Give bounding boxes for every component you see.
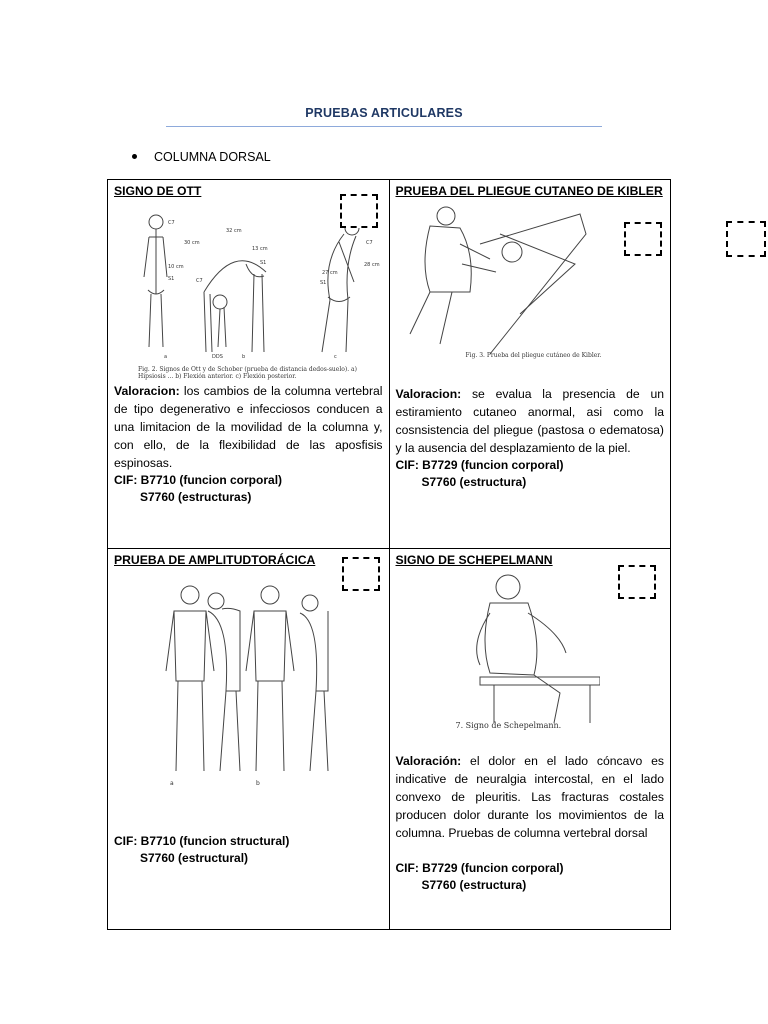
cell-heading: SIGNO DE OTT: [114, 184, 202, 198]
cif-codes: [114, 472, 383, 506]
checkbox-schepelmann[interactable]: [618, 565, 656, 599]
figure-caption: Fig. 2. Signos de Ott y de Schober (prueba de distancia dedos-suelo). a) Hipsiosis ... b) Flexión anterior. c) Flexión posterior.: [138, 366, 357, 380]
valoracion-label: Valoración:: [395, 754, 462, 768]
fig-label: 13 cm: [252, 246, 268, 252]
figure-caption: Fig. 3. Prueba del pliegue cutáneo de Kibler.: [465, 352, 602, 359]
cif-codes: [396, 457, 665, 491]
fig-label: S1: [168, 276, 175, 282]
bullet-item: [132, 150, 271, 164]
fig-label: C7: [168, 220, 175, 226]
figure-amplitud: [160, 581, 330, 791]
valoracion-text: [396, 385, 665, 457]
cif-line-1: CIF: B7729 (funcion corporal): [395, 861, 564, 875]
valoracion-text: [396, 752, 665, 842]
cell-amplitud-toracica: [108, 549, 390, 930]
checkbox-outside[interactable]: [726, 221, 766, 257]
fig-label: 10 cm: [168, 264, 184, 270]
cif-line-2: S7760 (estructura): [421, 878, 527, 892]
fig-label: S1: [260, 260, 267, 266]
tests-table: [107, 179, 671, 930]
valoracion-body: los cambios de la columna vertebral de tipo degenerativo e infecciosos conducen a una limitacion de la movilidad de la columna y, con ello, de la flexibilidad de las aposfisis espinosas.: [114, 384, 383, 470]
fig-label: 32 cm: [226, 228, 242, 234]
cif-codes: [114, 833, 383, 867]
fig-label: DDS: [212, 354, 223, 360]
cif-line-1: CIF: B7729 (funcion corporal): [395, 458, 564, 472]
cell-signo-ott: [108, 180, 390, 549]
valoracion-body: se evalua la presencia de un estiramiento cutaneo anormal, asi como la cosnsistencia del pliegue (pastosa o edematosa) y la ausencia del desplazamiento de la piel.: [395, 387, 664, 455]
fig-label: b: [242, 354, 246, 360]
fig-label: c: [334, 354, 337, 360]
cif-line-2: S7760 (estructura): [421, 475, 527, 489]
fig-label: a: [170, 780, 174, 787]
checkbox-ott[interactable]: [340, 194, 378, 228]
fig-label: b: [256, 780, 260, 787]
checkbox-kibler[interactable]: [624, 222, 662, 256]
figure-ott: [134, 202, 394, 380]
cell-kibler: [389, 180, 671, 549]
cell-heading: PRUEBA DE AMPLITUDTORÁCICA: [114, 553, 316, 567]
cell-schepelmann: [389, 549, 671, 930]
valoracion-text: [114, 382, 383, 472]
cif-line-1: CIF: B7710 (funcion corporal): [114, 473, 283, 487]
valoracion-body: el dolor en el lado cóncavo es indicative de neuralgia intercostal, en el lado convexo de pleuritis. Las fracturas costales producen dolor durante los movimientos de la columna. Pruebas de columna vertebral dorsal: [395, 754, 664, 840]
valoracion-label: Valoracion:: [114, 384, 180, 398]
cif-line-2: S7760 (estructural): [140, 851, 249, 865]
figure-kibler: [400, 204, 590, 354]
fig-label: 27 cm: [322, 270, 338, 276]
valoracion-label: Valoracion:: [395, 387, 462, 401]
cell-heading: PRUEBA DEL PLIEGUE CUTANEO DE KIBLER: [395, 184, 663, 198]
fig-label: C7: [366, 240, 373, 246]
cif-line-1: CIF: B7710 (funcion structural): [114, 834, 290, 848]
figure-schepelmann: [450, 573, 600, 723]
cell-heading: SIGNO DE SCHEPELMANN: [395, 553, 553, 567]
fig-label: 28 cm: [364, 262, 380, 268]
cif-codes: [396, 860, 665, 894]
fig-label: C7: [196, 278, 203, 284]
fig-label: S1: [320, 280, 327, 286]
bullet-text: COLUMNA DORSAL: [154, 150, 271, 164]
cif-line-2: S7760 (estructuras): [140, 490, 252, 504]
page-title: PRUEBAS ARTICULARES: [305, 106, 463, 120]
fig-label: 30 cm: [184, 240, 200, 246]
title-underline: [166, 126, 602, 127]
fig-label: a: [164, 354, 168, 360]
checkbox-amplitud[interactable]: [342, 557, 380, 591]
bullet-dot-icon: [132, 154, 137, 159]
figure-caption: 7. Signo de Schepelmann.: [455, 721, 562, 730]
